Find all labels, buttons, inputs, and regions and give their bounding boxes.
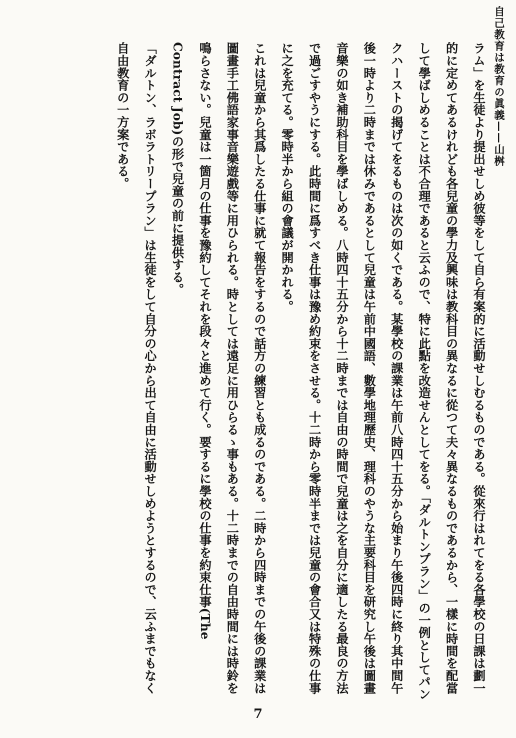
running-header: 自己教育は教育の眞義——山桝 <box>493 6 505 167</box>
page-number: 7 <box>253 707 263 722</box>
paragraph-2: これは兒童から其爲したる仕事に就て報告をするので話方の練習とも成るのである。二時から四時までの午後の課業は圖畫手工佛語家事音樂遊戲等に用ひられる。時としては遠足に用ひらるゝ事もある。十二時までの自由時間には時鈴を鳴らさない。兒童は一箇月の仕事を豫約してそれを段々と進めて行く。要するに學校の仕事を約束仕事(The Contract Job)の形で兒童の前に提供する。 <box>170 42 267 694</box>
body-text <box>32 42 492 702</box>
paragraph-1: ラム」を生徒より提出せしめ彼等をして自ら有案的に活動せしむるものである。從來行はれてをる各學校の日課は劃一的に定めてあるけれども各兒童の學力及興味は教科目の異なるに從つて夫々異なるものであるから、一樣に時間を配當して學ばしめることは不合理であると云ふので、特に此點を改造せんとしてをる。「ダルトンプラン」の一例としてパンクハーストの揭げてをるものは次の如くである。某學校の課業は午前八時四十五分から始まり午後四時に終り其中間午後一時より二時までは休みであるとして兒童は午前中國語、數學地理歷史、理科のやうな主要科目を研究し午後は圖畫音樂の如き補助科目を學ばしめる。八時四十五分から十二時までは自由の時間で兒童は之を自分に適したる最良の方法で過ごすやうにする。此時間に爲すべき仕事は豫め約束をさせる。十二時から零時半までは兒童の會合又は特殊の仕事に之を充てる。零時半から組の會議が開かれる。 <box>280 42 486 701</box>
paragraph-3: 「ダルトン、ラボラトリープラン」は生徒をして自分の心から出て自由に活動せしめようとするので、云ふまでもなく自由教育の一方案である。 <box>115 42 158 694</box>
